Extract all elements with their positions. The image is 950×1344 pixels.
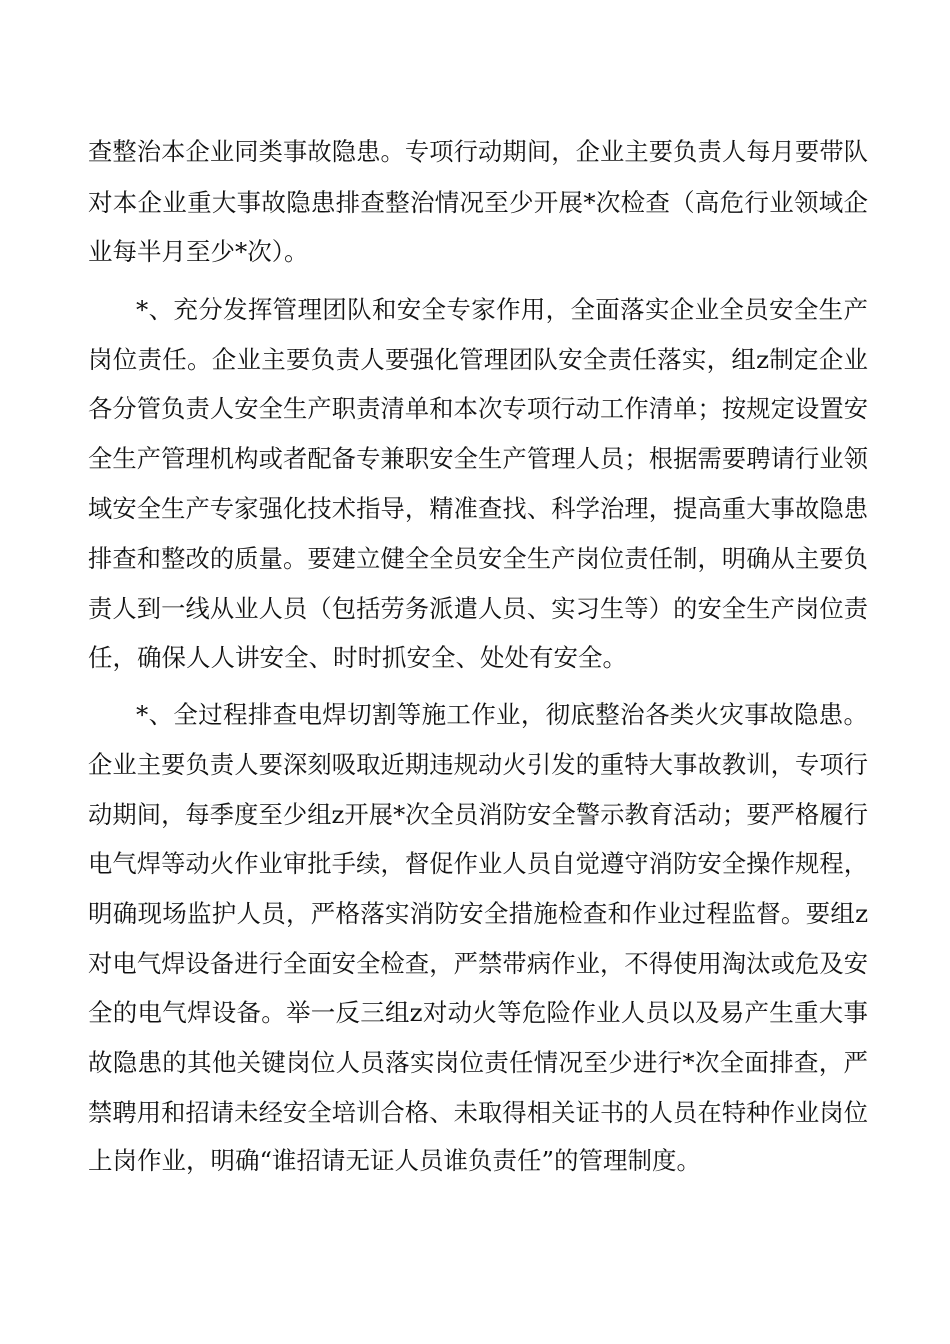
paragraph-2-line-5: 域安全生产专家强化技术指导，精准查找、科学治理，提高重大事故隐患 <box>88 494 868 523</box>
paragraph-2-line-8: 任，确保人人讲安全、时时抓安全、处处有安全。 <box>88 643 627 672</box>
paragraph-1-line-3: 业每半月至少*次）。 <box>88 237 309 266</box>
paragraph-2-line-4: 全生产管理机构或者配备专兼职安全生产管理人员；根据需要聘请行业领 <box>88 444 868 473</box>
paragraph-3-line-1: *、全过程排查电焊切割等施工作业，彻底整治各类火灾事故隐患。 <box>136 700 868 729</box>
paragraph-3-line-5: 明确现场监护人员，严格落实消防安全措施检查和作业过程监督。要组z <box>88 899 868 928</box>
paragraph-3-line-4: 电气焊等动火作业审批手续，督促作业人员自觉遵守消防安全操作规程， <box>88 849 868 878</box>
paragraph-3-line-8: 故隐患的其他关键岗位人员落实岗位责任情况至少进行*次全面排查，严 <box>88 1048 868 1077</box>
paragraph-3-line-6: 对电气焊设备进行全面安全检查，严禁带病作业，不得使用淘汰或危及安 <box>88 949 868 978</box>
paragraph-3-line-9: 禁聘用和招请未经安全培训合格、未取得相关证书的人员在特种作业岗位 <box>88 1098 868 1127</box>
paragraph-2-line-1: *、充分发挥管理团队和安全专家作用，全面落实企业全员安全生产 <box>136 295 868 324</box>
paragraph-3-line-2: 企业主要负责人要深刻吸取近期违规动火引发的重特大事故教训，专项行 <box>88 750 868 779</box>
paragraph-2-line-3: 各分管负责人安全生产职责清单和本次专项行动工作清单；按规定设置安 <box>88 394 868 423</box>
paragraph-2-line-6: 排查和整改的质量。要建立健全全员安全生产岗位责任制，明确从主要负 <box>88 544 868 573</box>
paragraph-3-line-3: 动期间，每季度至少组z开展*次全员消防安全警示教育活动；要严格履行 <box>88 800 868 829</box>
paragraph-3-line-10: 上岗作业，明确“谁招请无证人员谁负责任”的管理制度。 <box>88 1146 702 1175</box>
paragraph-2-line-7: 责人到一线从业人员（包括劳务派遣人员、实习生等）的安全生产岗位责 <box>88 594 868 623</box>
paragraph-1-line-1: 查整治本企业同类事故隐患。专项行动期间，企业主要负责人每月要带队 <box>88 137 868 166</box>
paragraph-3-line-7: 全的电气焊设备。举一反三组z对动火等危险作业人员以及易产生重大事 <box>88 998 868 1027</box>
paragraph-1-line-2: 对本企业重大事故隐患排查整治情况至少开展*次检查（高危行业领域企 <box>88 188 868 217</box>
paragraph-2-line-2: 岗位责任。企业主要负责人要强化管理团队安全责任落实，组z制定企业 <box>88 345 868 374</box>
